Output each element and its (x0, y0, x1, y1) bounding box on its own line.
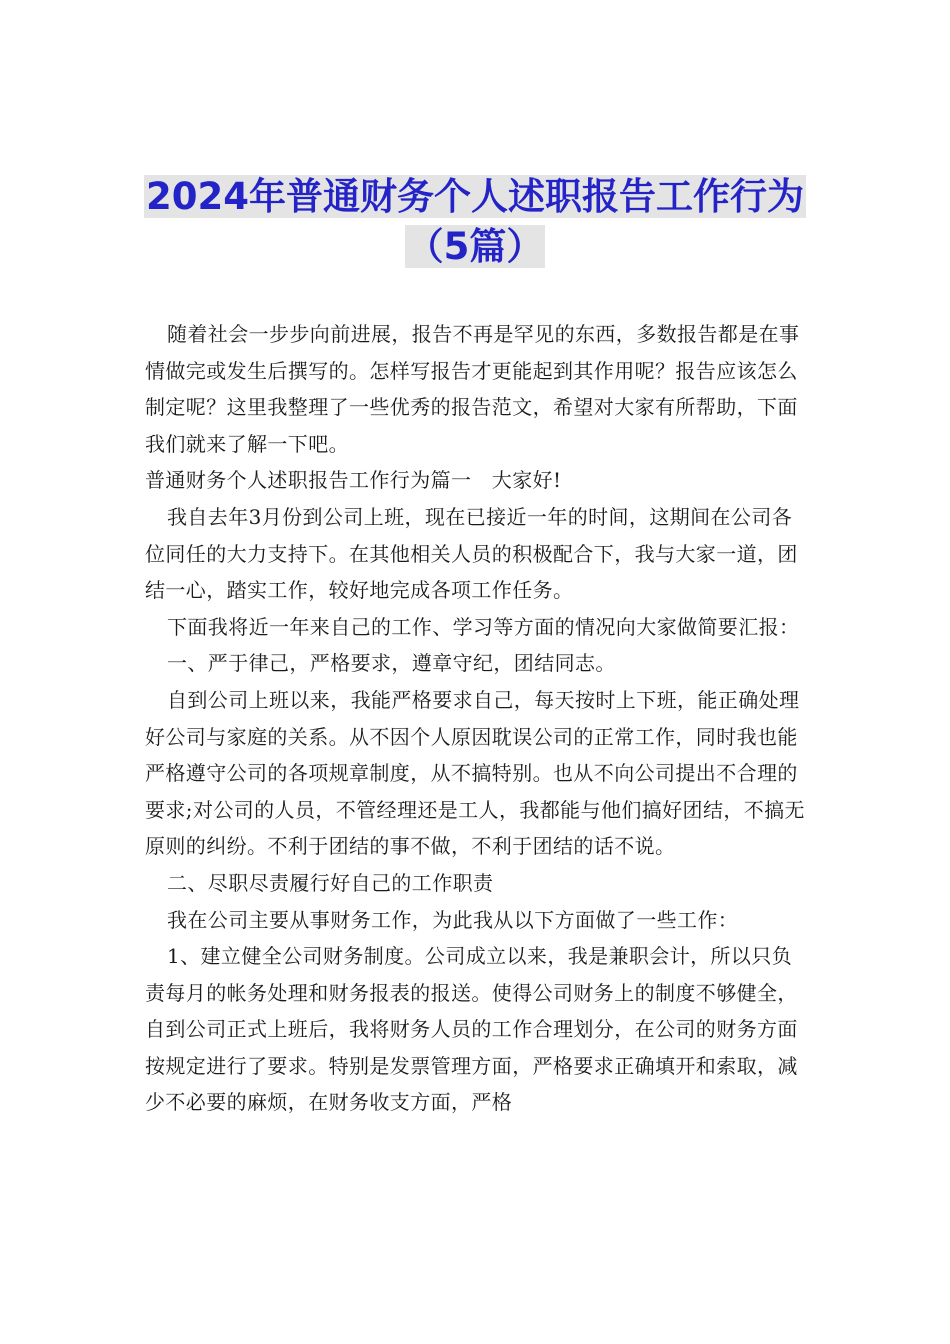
section-heading-part-one: 普通财务个人述职报告工作行为篇一 大家好! (145, 468, 562, 493)
paragraph: 1、建立健全公司财务制度。公司成立以来，我是兼职会计，所以只负责每月的帐务处理和财务报表的报送。使得公司财务上的制度不够健全，自到公司正式上班后，我将财务人员的工作合理划分，在公司的财务方面按规定进行了要求。特别是发票管理方面，严格要求正确填开和索取，减少不必要的麻烦，在财务收支方面，严格 (145, 944, 798, 1115)
document-body (145, 316, 810, 1121)
paragraph: 下面我将近一年来自己的工作、学习等方面的情况向大家做简要汇报： (167, 614, 800, 639)
paragraph: 我在公司主要从事财务工作，为此我从以下方面做了一些工作： (167, 907, 739, 932)
title-line-2: （5篇） (406, 225, 544, 268)
section-heading: 二、尽职尽责履行好自己的工作职责 (167, 870, 494, 895)
title-line-1: 2024年普通财务个人述职报告工作行为 (146, 175, 804, 218)
document-title (140, 172, 810, 272)
paragraph: 自到公司上班以来，我能严格要求自己，每天按时上下班，能正确处理好公司与家庭的关系。从不因个人原因耽误公司的正常工作，同时我也能严格遵守公司的各项规章制度，从不搞特别。也从不向公司提出不合理的要求;对公司的人员，不管经理还是工人，我都能与他们搞好团结，不搞无原则的纠纷。不利于团结的事不做，不利于团结的话不说。 (145, 687, 805, 859)
section-heading: 一、严于律己，严格要求，遵章守纪，团结同志。 (167, 651, 616, 676)
paragraph-intro: 随着社会一步步向前进展，报告不再是罕见的东西，多数报告都是在事情做完或发生后撰写的。怎样写报告才更能起到其作用呢？报告应该怎么制定呢？这里我整理了一些优秀的报告范文，希望对大家有所帮助，下面我们就来了解一下吧。 (145, 322, 800, 456)
paragraph: 我自去年3月份到公司上班，现在已接近一年的时间，这期间在公司各位同任的大力支持下。在其他相关人员的积极配合下，我与大家一道，团结一心，踏实工作，较好地完成各项工作任务。 (145, 504, 798, 603)
